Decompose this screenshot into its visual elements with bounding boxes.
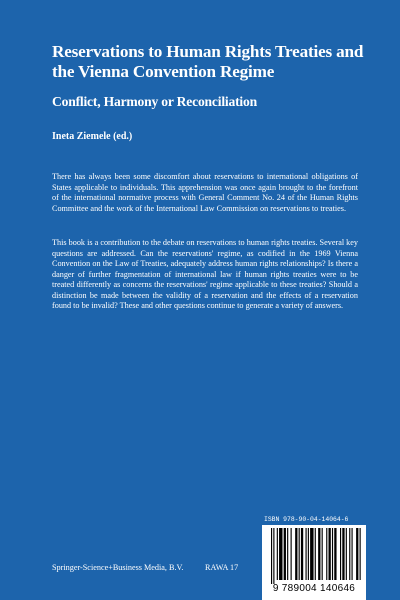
barcode-bar bbox=[273, 528, 274, 584]
barcode-bar bbox=[310, 528, 313, 580]
series-label: RAWA 17 bbox=[205, 563, 239, 572]
isbn-label: ISBN 978-90-04-14064-6 bbox=[264, 516, 349, 523]
barcode-bar bbox=[349, 528, 350, 580]
barcode-bar bbox=[318, 528, 320, 580]
barcode-bar bbox=[326, 528, 327, 580]
barcode-bar bbox=[295, 528, 297, 580]
barcode-digits: 9 789004 140646 bbox=[272, 583, 356, 594]
barcode-bar bbox=[271, 528, 272, 584]
publisher-name: Springer-Science+Business Media, B.V. bbox=[52, 563, 184, 572]
barcode-bar bbox=[284, 528, 286, 580]
barcode-bar bbox=[322, 528, 323, 580]
barcode-bar bbox=[332, 528, 333, 580]
barcode-bar bbox=[360, 528, 361, 580]
barcode-bar bbox=[301, 528, 303, 580]
barcode bbox=[262, 525, 366, 600]
book-editor: Ineta Ziemele (ed.) bbox=[52, 131, 133, 142]
barcode-bar bbox=[346, 528, 347, 580]
barcode-icon bbox=[265, 528, 363, 584]
book-subtitle: Conflict, Harmony or Reconciliation bbox=[52, 94, 257, 109]
description-paragraph-1: There has always been some discomfort about reservations to international obligations of States applicable to individuals. This apprehension was once again brought to the forefront of the international normative process with General Comment No. 24 of the Human Rights Committee and the work of the International Law Commission on reservations to treaties. bbox=[52, 172, 358, 213]
barcode-area bbox=[262, 516, 366, 600]
barcode-bar bbox=[287, 528, 288, 580]
barcode-bar bbox=[291, 528, 292, 580]
barcode-bar bbox=[334, 528, 336, 580]
barcode-bar bbox=[279, 528, 282, 580]
barcode-bar bbox=[352, 528, 353, 580]
barcode-bar bbox=[306, 528, 307, 580]
book-title: Reservations to Human Rights Treaties and the Vienna Convention Regime bbox=[52, 42, 364, 81]
barcode-bar bbox=[315, 528, 316, 580]
barcode-bar bbox=[308, 528, 309, 580]
barcode-bar bbox=[356, 528, 358, 580]
barcode-bar bbox=[277, 528, 278, 580]
description-paragraph-2: This book is a contribution to the debate on reservations to human rights treaties. Several key questions are addressed. Can the reservations' regime, as codified in the 1969 Vienna Convention on the Law of Treaties, adequately address human rights relationships? Is there a danger of further fragmentation of international law if human rights treaties were to be treated differently as concerns the reservations' regime applicable to these treaties? Should a distinction be made between the validity of a reservation and the effects of a reservation found to be invalid? These and other questions continue to generate a variety of answers. bbox=[52, 238, 358, 310]
barcode-bar bbox=[299, 528, 300, 580]
barcode-bar bbox=[340, 528, 341, 580]
barcode-bar bbox=[342, 528, 344, 580]
barcode-bar bbox=[329, 528, 331, 580]
